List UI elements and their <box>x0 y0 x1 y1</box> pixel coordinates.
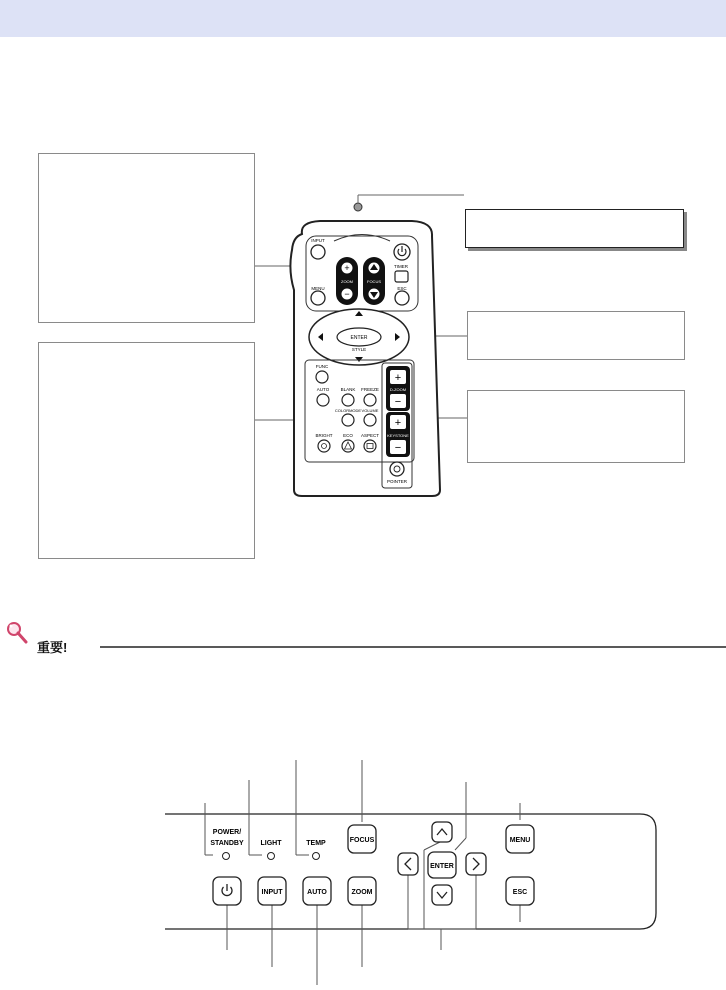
remote-enter-label: ENTER <box>350 335 368 341</box>
panel-esc-label: ESC <box>512 889 528 896</box>
power-led <box>223 853 230 860</box>
callout-box-signal <box>465 209 684 248</box>
remote-focus-label: FOCUS <box>367 279 381 284</box>
header-band <box>0 0 726 37</box>
remote-freeze-label: FREEZE <box>361 387 379 392</box>
magnifier-icon <box>8 623 26 642</box>
remote-aspect-button[interactable] <box>364 440 376 452</box>
panel-menu-label: MENU <box>509 837 531 844</box>
panel-right-button[interactable] <box>466 853 486 875</box>
remote-blank-label: BLANK <box>340 387 356 392</box>
light-led <box>268 853 275 860</box>
remote-func-button[interactable] <box>316 371 328 383</box>
control-panel-figure <box>160 755 660 990</box>
svg-text:−: − <box>394 442 402 454</box>
remote-timer-label: TIMER <box>394 264 408 269</box>
remote-pointer-button[interactable] <box>390 462 404 476</box>
remote-blank-button[interactable] <box>342 394 354 406</box>
panel-focus-label: FOCUS <box>349 837 375 844</box>
remote-timer-button[interactable] <box>395 271 408 282</box>
remote-freeze-button[interactable] <box>364 394 376 406</box>
remote-dzoom-label: D-ZOOM <box>389 387 407 392</box>
remote-volume-label: VOLUME <box>361 408 379 413</box>
remote-aspect-label: ASPECT <box>360 433 380 438</box>
remote-menu-label: MENU <box>311 286 325 291</box>
important-heading <box>0 620 726 660</box>
panel-zoom-label: ZOOM <box>351 889 373 896</box>
remote-style-label: STYLE <box>351 347 367 352</box>
svg-text:−: − <box>394 396 402 408</box>
remote-zoom-label: ZOOM <box>341 279 353 284</box>
remote-esc-button[interactable] <box>395 291 409 305</box>
remote-func-label: FUNC <box>315 364 329 369</box>
callout-box-cursor <box>467 311 685 360</box>
panel-light-label: LIGHT <box>260 840 282 847</box>
panel-up-button[interactable] <box>432 822 452 842</box>
remote-control-figure <box>250 185 470 505</box>
important-label: 重要! <box>37 640 68 655</box>
panel-outline <box>165 814 656 830</box>
panel-temp-label: TEMP <box>306 840 326 847</box>
panel-power-standby-label: POWER/ <box>212 829 242 836</box>
remote-colormode-label: COLORMODE <box>334 408 362 413</box>
remote-keystone-label: KEYSTONE <box>387 433 409 438</box>
remote-bright-label: BRIGHT <box>315 433 333 438</box>
remote-menu-button[interactable] <box>311 291 325 305</box>
remote-esc-label: ESC <box>397 286 407 291</box>
panel-input-label: INPUT <box>261 889 283 896</box>
panel-enter-label: ENTER <box>430 863 454 870</box>
callout-box-zoom-keystone <box>467 390 685 463</box>
remote-pointer-label: POINTER <box>386 479 408 484</box>
panel-power-standby-label-2: STANDBY <box>210 840 244 847</box>
panel-down-button[interactable] <box>432 885 452 905</box>
panel-auto-label: AUTO <box>307 889 327 896</box>
remote-bright-button[interactable] <box>318 440 330 452</box>
svg-text:+: + <box>394 417 402 429</box>
svg-text:+: + <box>394 372 402 384</box>
remote-eco-label: ECO <box>343 433 353 438</box>
callout-box-bottom-left <box>38 342 255 559</box>
svg-text:−: − <box>344 289 350 299</box>
remote-colormode-button[interactable] <box>342 414 354 426</box>
callout-box-top-left <box>38 153 255 323</box>
remote-volume-button[interactable] <box>364 414 376 426</box>
remote-input-label: INPUT <box>311 238 325 243</box>
panel-left-button[interactable] <box>398 853 418 875</box>
temp-led <box>313 853 320 860</box>
remote-auto-button[interactable] <box>317 394 329 406</box>
svg-text:+: + <box>344 263 350 273</box>
remote-auto-label: AUTO <box>316 387 330 392</box>
